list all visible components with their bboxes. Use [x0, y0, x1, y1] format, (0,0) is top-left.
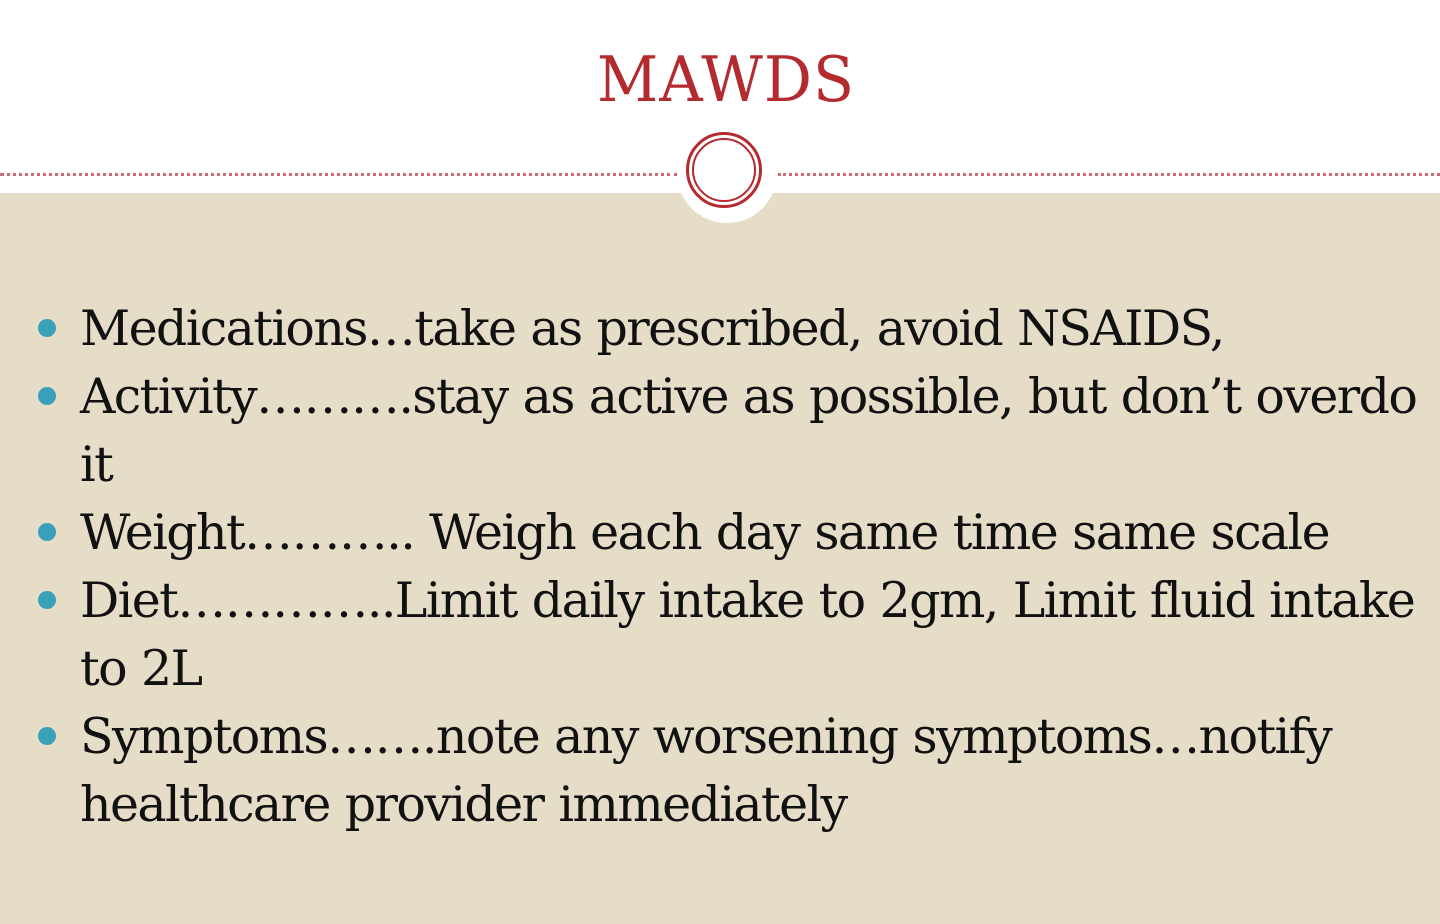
bullet-item-medications	[0, 295, 1440, 363]
bullet-text: Symptoms…….note any worsening symptoms…notify healthcare provider immediately	[80, 708, 1332, 833]
bullet-text: Diet…………..Limit daily intake to 2gm, Limit fluid intake to 2L	[80, 572, 1415, 697]
bullet-item-weight	[0, 499, 1440, 567]
title-divider-left	[0, 173, 678, 176]
bullet-list	[0, 295, 1440, 839]
bullet-text: Medications…take as prescribed, avoid NSAIDS,	[80, 300, 1224, 357]
bullet-dot-icon	[38, 387, 56, 405]
bullet-item-diet	[0, 567, 1440, 703]
double-ring-ornament-icon	[686, 132, 762, 208]
bullet-item-activity	[0, 363, 1440, 499]
ornament-inner-ring	[692, 138, 756, 202]
bullet-dot-icon	[38, 319, 56, 337]
slide-title: MAWDS	[596, 43, 856, 117]
bullet-text: Activity……….stay as active as possible, but don’t overdo it	[80, 368, 1417, 493]
bullet-dot-icon	[38, 591, 56, 609]
title-divider-right	[778, 173, 1440, 176]
bullet-item-symptoms	[0, 703, 1440, 839]
bullet-dot-icon	[38, 727, 56, 745]
bullet-text: Weight……….. Weigh each day same time same scale	[80, 504, 1330, 561]
bullet-dot-icon	[38, 523, 56, 541]
